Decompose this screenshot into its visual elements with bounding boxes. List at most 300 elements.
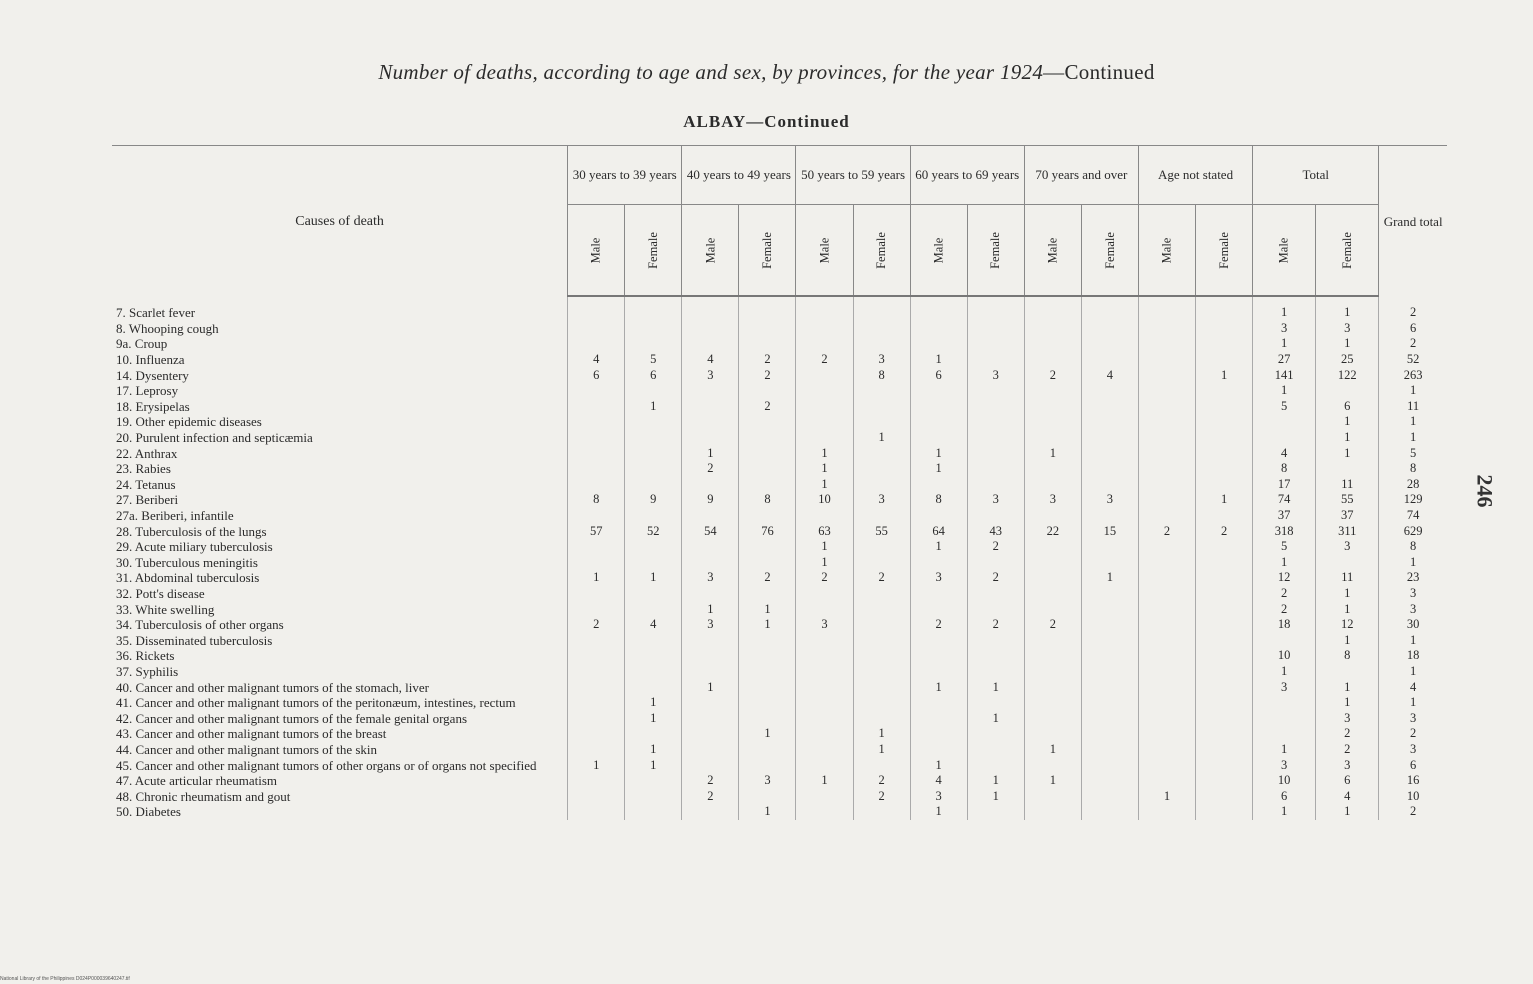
header-causes: Causes of death — [112, 146, 568, 297]
count-cell — [739, 461, 796, 477]
count-cell — [1138, 601, 1195, 617]
count-cell — [853, 679, 910, 695]
count-cell — [1138, 296, 1195, 321]
grand-total-cell: 1 — [1379, 414, 1447, 430]
table-row — [112, 570, 1447, 586]
count-cell — [967, 296, 1024, 321]
grand-total-cell: 30 — [1379, 617, 1447, 633]
count-cell — [682, 648, 739, 664]
count-cell: 1 — [967, 710, 1024, 726]
count-cell — [625, 296, 682, 321]
count-cell — [568, 555, 625, 571]
cause-of-death: 22. Anthrax — [116, 445, 178, 461]
header-female — [625, 205, 682, 297]
count-cell: 57 — [568, 523, 625, 539]
count-cell: 8 — [568, 492, 625, 508]
count-cell — [625, 445, 682, 461]
count-cell — [1024, 632, 1081, 648]
count-cell: 54 — [682, 523, 739, 539]
count-cell — [739, 695, 796, 711]
count-cell — [1081, 710, 1138, 726]
count-cell: 2 — [967, 570, 1024, 586]
table-row — [112, 632, 1447, 648]
count-cell — [1196, 586, 1253, 602]
count-cell — [1138, 742, 1195, 758]
count-cell — [1081, 679, 1138, 695]
grand-total-cell: 74 — [1379, 508, 1447, 524]
header-female — [1081, 205, 1138, 297]
table-row — [112, 367, 1447, 383]
count-cell — [1196, 601, 1253, 617]
count-cell — [796, 430, 853, 446]
count-cell: 1 — [1253, 296, 1316, 321]
count-cell — [1253, 710, 1316, 726]
header-male-label: Male — [1159, 237, 1174, 264]
count-cell: 6 — [625, 367, 682, 383]
cause-of-death: 8. Whooping cough — [116, 320, 219, 336]
count-cell — [1196, 726, 1253, 742]
count-cell: 2 — [1196, 523, 1253, 539]
count-cell — [1081, 296, 1138, 321]
count-cell: 55 — [853, 523, 910, 539]
count-cell: 22 — [1024, 523, 1081, 539]
count-cell: 4 — [568, 352, 625, 368]
count-cell: 2 — [796, 570, 853, 586]
table-row — [112, 773, 1447, 789]
table-subtitle: ALBAY—Continued — [683, 112, 850, 131]
count-cell — [796, 508, 853, 524]
count-cell: 1 — [625, 695, 682, 711]
count-cell — [568, 788, 625, 804]
count-cell — [568, 695, 625, 711]
count-cell — [967, 757, 1024, 773]
grand-total-cell: 28 — [1379, 477, 1447, 493]
count-cell — [1081, 695, 1138, 711]
count-cell — [568, 726, 625, 742]
table-row — [112, 804, 1447, 820]
grand-total-cell: 2 — [1379, 804, 1447, 820]
count-cell: 3 — [910, 788, 967, 804]
count-cell: 2 — [739, 570, 796, 586]
count-cell — [568, 508, 625, 524]
count-cell — [625, 414, 682, 430]
count-cell — [796, 601, 853, 617]
count-cell — [910, 477, 967, 493]
count-cell — [739, 414, 796, 430]
count-cell — [682, 586, 739, 602]
header-male — [796, 205, 853, 297]
count-cell: 12 — [1253, 570, 1316, 586]
count-cell — [967, 461, 1024, 477]
table-row — [112, 617, 1447, 633]
cause-of-death: 23. Rabies — [116, 461, 171, 477]
count-cell — [1024, 804, 1081, 820]
count-cell — [625, 632, 682, 648]
count-cell: 1 — [796, 539, 853, 555]
count-cell — [910, 555, 967, 571]
count-cell — [1196, 757, 1253, 773]
count-cell: 3 — [682, 570, 739, 586]
cause-of-death: 17. Leprosy — [116, 383, 179, 399]
count-cell — [853, 383, 910, 399]
grand-total-cell: 18 — [1379, 648, 1447, 664]
count-cell: 8 — [1253, 461, 1316, 477]
count-cell: 1 — [568, 570, 625, 586]
count-cell — [1196, 296, 1253, 321]
header-male — [1253, 205, 1316, 297]
count-cell — [1316, 383, 1379, 399]
count-cell — [796, 414, 853, 430]
count-cell — [853, 461, 910, 477]
count-cell — [1196, 414, 1253, 430]
count-cell — [967, 414, 1024, 430]
header-group: Total — [1253, 146, 1379, 205]
cause-of-death: 10. Influenza — [116, 352, 185, 368]
count-cell: 2 — [568, 617, 625, 633]
count-cell: 1 — [910, 461, 967, 477]
count-cell — [1138, 383, 1195, 399]
count-cell — [853, 648, 910, 664]
count-cell: 1 — [1196, 492, 1253, 508]
count-cell — [1316, 664, 1379, 680]
count-cell — [796, 726, 853, 742]
count-cell: 1 — [1316, 679, 1379, 695]
count-cell — [1138, 757, 1195, 773]
count-cell — [967, 383, 1024, 399]
count-cell — [1024, 461, 1081, 477]
count-cell — [682, 632, 739, 648]
count-cell — [1081, 321, 1138, 337]
cause-of-death: 45. Cancer and other malignant tumors of other organs or of organs not specified — [116, 757, 537, 773]
count-cell: 1 — [1253, 555, 1316, 571]
count-cell — [853, 508, 910, 524]
cause-of-death: 27. Beriberi — [116, 492, 179, 508]
count-cell: 2 — [1138, 523, 1195, 539]
header-female — [967, 205, 1024, 297]
count-cell: 1 — [1316, 296, 1379, 321]
count-cell — [625, 586, 682, 602]
count-cell — [1081, 336, 1138, 352]
count-cell — [967, 555, 1024, 571]
count-cell: 4 — [1316, 788, 1379, 804]
deaths-table — [112, 145, 1447, 820]
grand-total-cell: 2 — [1379, 336, 1447, 352]
footer-note: National Library of the Philippines D024P000039640247.tif — [0, 976, 130, 982]
count-cell — [853, 296, 910, 321]
count-cell — [1024, 383, 1081, 399]
count-cell — [1081, 601, 1138, 617]
count-cell: 8 — [1316, 648, 1379, 664]
count-cell: 1 — [796, 461, 853, 477]
count-cell — [796, 321, 853, 337]
count-cell — [967, 632, 1024, 648]
count-cell — [1024, 695, 1081, 711]
count-cell — [1196, 710, 1253, 726]
count-cell — [625, 664, 682, 680]
count-cell — [1316, 461, 1379, 477]
count-cell: 1 — [1253, 383, 1316, 399]
count-cell — [1253, 695, 1316, 711]
count-cell — [853, 601, 910, 617]
count-cell — [853, 539, 910, 555]
count-cell: 3 — [682, 617, 739, 633]
count-cell: 1 — [853, 430, 910, 446]
count-cell: 2 — [910, 617, 967, 633]
cause-of-death: 30. Tuberculous meningitis — [116, 554, 258, 570]
header-female — [739, 205, 796, 297]
grand-total-cell: 23 — [1379, 570, 1447, 586]
count-cell: 1 — [739, 601, 796, 617]
grand-total-cell: 1 — [1379, 695, 1447, 711]
header-group: 30 years to 39 years — [568, 146, 682, 205]
count-cell — [739, 555, 796, 571]
cause-of-death: 19. Other epidemic diseases — [116, 414, 262, 430]
table-row — [112, 555, 1447, 571]
cause-of-death: 14. Dysentery — [116, 367, 189, 383]
count-cell — [739, 296, 796, 321]
count-cell: 27 — [1253, 352, 1316, 368]
count-cell — [1081, 445, 1138, 461]
count-cell — [625, 679, 682, 695]
count-cell: 11 — [1316, 570, 1379, 586]
count-cell: 1 — [1024, 445, 1081, 461]
count-cell — [1138, 726, 1195, 742]
header-group: Age not stated — [1138, 146, 1252, 205]
count-cell: 8 — [739, 492, 796, 508]
count-cell — [739, 508, 796, 524]
count-cell — [682, 555, 739, 571]
header-female-label: Female — [988, 232, 1003, 269]
count-cell: 1 — [1081, 570, 1138, 586]
count-cell — [910, 601, 967, 617]
count-cell — [568, 461, 625, 477]
count-cell: 3 — [1081, 492, 1138, 508]
table-row — [112, 788, 1447, 804]
count-cell: 3 — [1316, 539, 1379, 555]
count-cell — [625, 788, 682, 804]
count-cell — [1138, 617, 1195, 633]
count-cell: 1 — [625, 710, 682, 726]
count-cell: 8 — [910, 492, 967, 508]
count-cell: 3 — [1316, 321, 1379, 337]
count-cell: 76 — [739, 523, 796, 539]
count-cell — [967, 804, 1024, 820]
cause-of-death: 28. Tuberculosis of the lungs — [116, 523, 267, 539]
count-cell: 11 — [1316, 477, 1379, 493]
table-row — [112, 445, 1447, 461]
count-cell: 1 — [1316, 445, 1379, 461]
count-cell — [853, 399, 910, 415]
count-cell — [625, 461, 682, 477]
count-cell: 3 — [1253, 757, 1316, 773]
count-cell — [682, 539, 739, 555]
header-female-label: Female — [645, 232, 660, 269]
count-cell — [1024, 664, 1081, 680]
count-cell — [967, 352, 1024, 368]
count-cell — [568, 399, 625, 415]
count-cell — [1138, 321, 1195, 337]
count-cell: 1 — [739, 804, 796, 820]
count-cell — [1196, 632, 1253, 648]
count-cell — [1081, 773, 1138, 789]
count-cell — [1024, 555, 1081, 571]
count-cell — [739, 664, 796, 680]
count-cell: 2 — [853, 570, 910, 586]
count-cell — [1196, 555, 1253, 571]
count-cell — [1024, 477, 1081, 493]
count-cell: 3 — [967, 492, 1024, 508]
count-cell: 10 — [796, 492, 853, 508]
count-cell: 6 — [568, 367, 625, 383]
count-cell — [739, 710, 796, 726]
count-cell — [1081, 586, 1138, 602]
count-cell: 5 — [625, 352, 682, 368]
count-cell: 8 — [853, 367, 910, 383]
count-cell: 3 — [796, 617, 853, 633]
count-cell: 10 — [1253, 773, 1316, 789]
count-cell — [796, 757, 853, 773]
count-cell — [1081, 555, 1138, 571]
count-cell — [796, 336, 853, 352]
count-cell: 4 — [682, 352, 739, 368]
count-cell — [967, 477, 1024, 493]
count-cell — [1138, 492, 1195, 508]
count-cell: 3 — [853, 352, 910, 368]
cause-of-death: 37. Syphilis — [116, 663, 179, 679]
count-cell: 2 — [1024, 617, 1081, 633]
count-cell — [739, 321, 796, 337]
count-cell — [796, 695, 853, 711]
count-cell — [1196, 664, 1253, 680]
grand-total-cell: 629 — [1379, 523, 1447, 539]
count-cell — [1196, 430, 1253, 446]
count-cell — [1196, 321, 1253, 337]
count-cell — [1138, 804, 1195, 820]
count-cell — [739, 383, 796, 399]
count-cell — [1024, 648, 1081, 664]
count-cell: 3 — [1024, 492, 1081, 508]
count-cell: 3 — [739, 773, 796, 789]
count-cell — [1138, 399, 1195, 415]
count-cell — [1316, 555, 1379, 571]
count-cell — [1081, 804, 1138, 820]
count-cell: 1 — [910, 804, 967, 820]
header-group: 60 years to 69 years — [910, 146, 1024, 205]
count-cell — [1081, 399, 1138, 415]
count-cell — [1196, 352, 1253, 368]
count-cell: 1 — [1253, 804, 1316, 820]
count-cell — [739, 632, 796, 648]
count-cell — [1253, 430, 1316, 446]
grand-total-cell: 6 — [1379, 757, 1447, 773]
count-cell — [1024, 757, 1081, 773]
count-cell: 55 — [1316, 492, 1379, 508]
count-cell — [853, 321, 910, 337]
count-cell: 1 — [1024, 773, 1081, 789]
count-cell: 1 — [1316, 430, 1379, 446]
grand-total-cell: 3 — [1379, 601, 1447, 617]
count-cell: 1 — [796, 477, 853, 493]
table-row — [112, 710, 1447, 726]
count-cell: 1 — [853, 726, 910, 742]
count-cell: 43 — [967, 523, 1024, 539]
count-cell — [1196, 336, 1253, 352]
count-cell — [739, 430, 796, 446]
count-cell: 1 — [625, 399, 682, 415]
count-cell — [682, 695, 739, 711]
count-cell — [1138, 710, 1195, 726]
count-cell: 2 — [796, 352, 853, 368]
count-cell — [568, 321, 625, 337]
count-cell — [1196, 399, 1253, 415]
count-cell: 1 — [967, 773, 1024, 789]
count-cell — [1138, 555, 1195, 571]
count-cell: 1 — [910, 539, 967, 555]
count-cell — [853, 757, 910, 773]
header-male-label: Male — [1276, 237, 1291, 264]
count-cell — [1081, 648, 1138, 664]
grand-total-cell: 129 — [1379, 492, 1447, 508]
count-cell: 9 — [682, 492, 739, 508]
count-cell — [910, 710, 967, 726]
count-cell — [1024, 296, 1081, 321]
count-cell — [568, 477, 625, 493]
count-cell — [682, 508, 739, 524]
header-grand-total: Grand total — [1379, 146, 1447, 297]
grand-total-cell: 3 — [1379, 586, 1447, 602]
cause-of-death: 50. Diabetes — [116, 804, 181, 820]
count-cell: 3 — [1253, 321, 1316, 337]
cause-of-death: 31. Abdominal tuberculosis — [116, 570, 260, 586]
count-cell — [853, 477, 910, 493]
count-cell — [1138, 648, 1195, 664]
table-row — [112, 414, 1447, 430]
count-cell — [853, 445, 910, 461]
count-cell — [1081, 726, 1138, 742]
count-cell — [682, 726, 739, 742]
header-male-label: Male — [588, 237, 603, 264]
cause-of-death: 7. Scarlet fever — [116, 304, 196, 320]
count-cell: 1 — [967, 679, 1024, 695]
count-cell — [739, 679, 796, 695]
header-male — [910, 205, 967, 297]
count-cell: 1 — [682, 445, 739, 461]
cause-of-death: 18. Erysipelas — [116, 398, 190, 414]
count-cell — [1081, 508, 1138, 524]
count-cell — [1138, 539, 1195, 555]
count-cell — [1196, 679, 1253, 695]
count-cell: 10 — [1253, 648, 1316, 664]
count-cell — [625, 336, 682, 352]
header-male — [1024, 205, 1081, 297]
count-cell: 1 — [910, 352, 967, 368]
count-cell — [853, 710, 910, 726]
count-cell — [1138, 695, 1195, 711]
count-cell: 1 — [1253, 336, 1316, 352]
count-cell: 122 — [1316, 367, 1379, 383]
count-cell — [568, 601, 625, 617]
count-cell: 1 — [796, 773, 853, 789]
count-cell — [1196, 773, 1253, 789]
count-cell: 2 — [739, 352, 796, 368]
count-cell: 1 — [1138, 788, 1195, 804]
table-row — [112, 477, 1447, 493]
count-cell: 1 — [1316, 586, 1379, 602]
count-cell: 3 — [910, 570, 967, 586]
cause-of-death: 44. Cancer and other malignant tumors of the skin — [116, 741, 378, 757]
count-cell: 37 — [1253, 508, 1316, 524]
grand-total-cell: 8 — [1379, 461, 1447, 477]
